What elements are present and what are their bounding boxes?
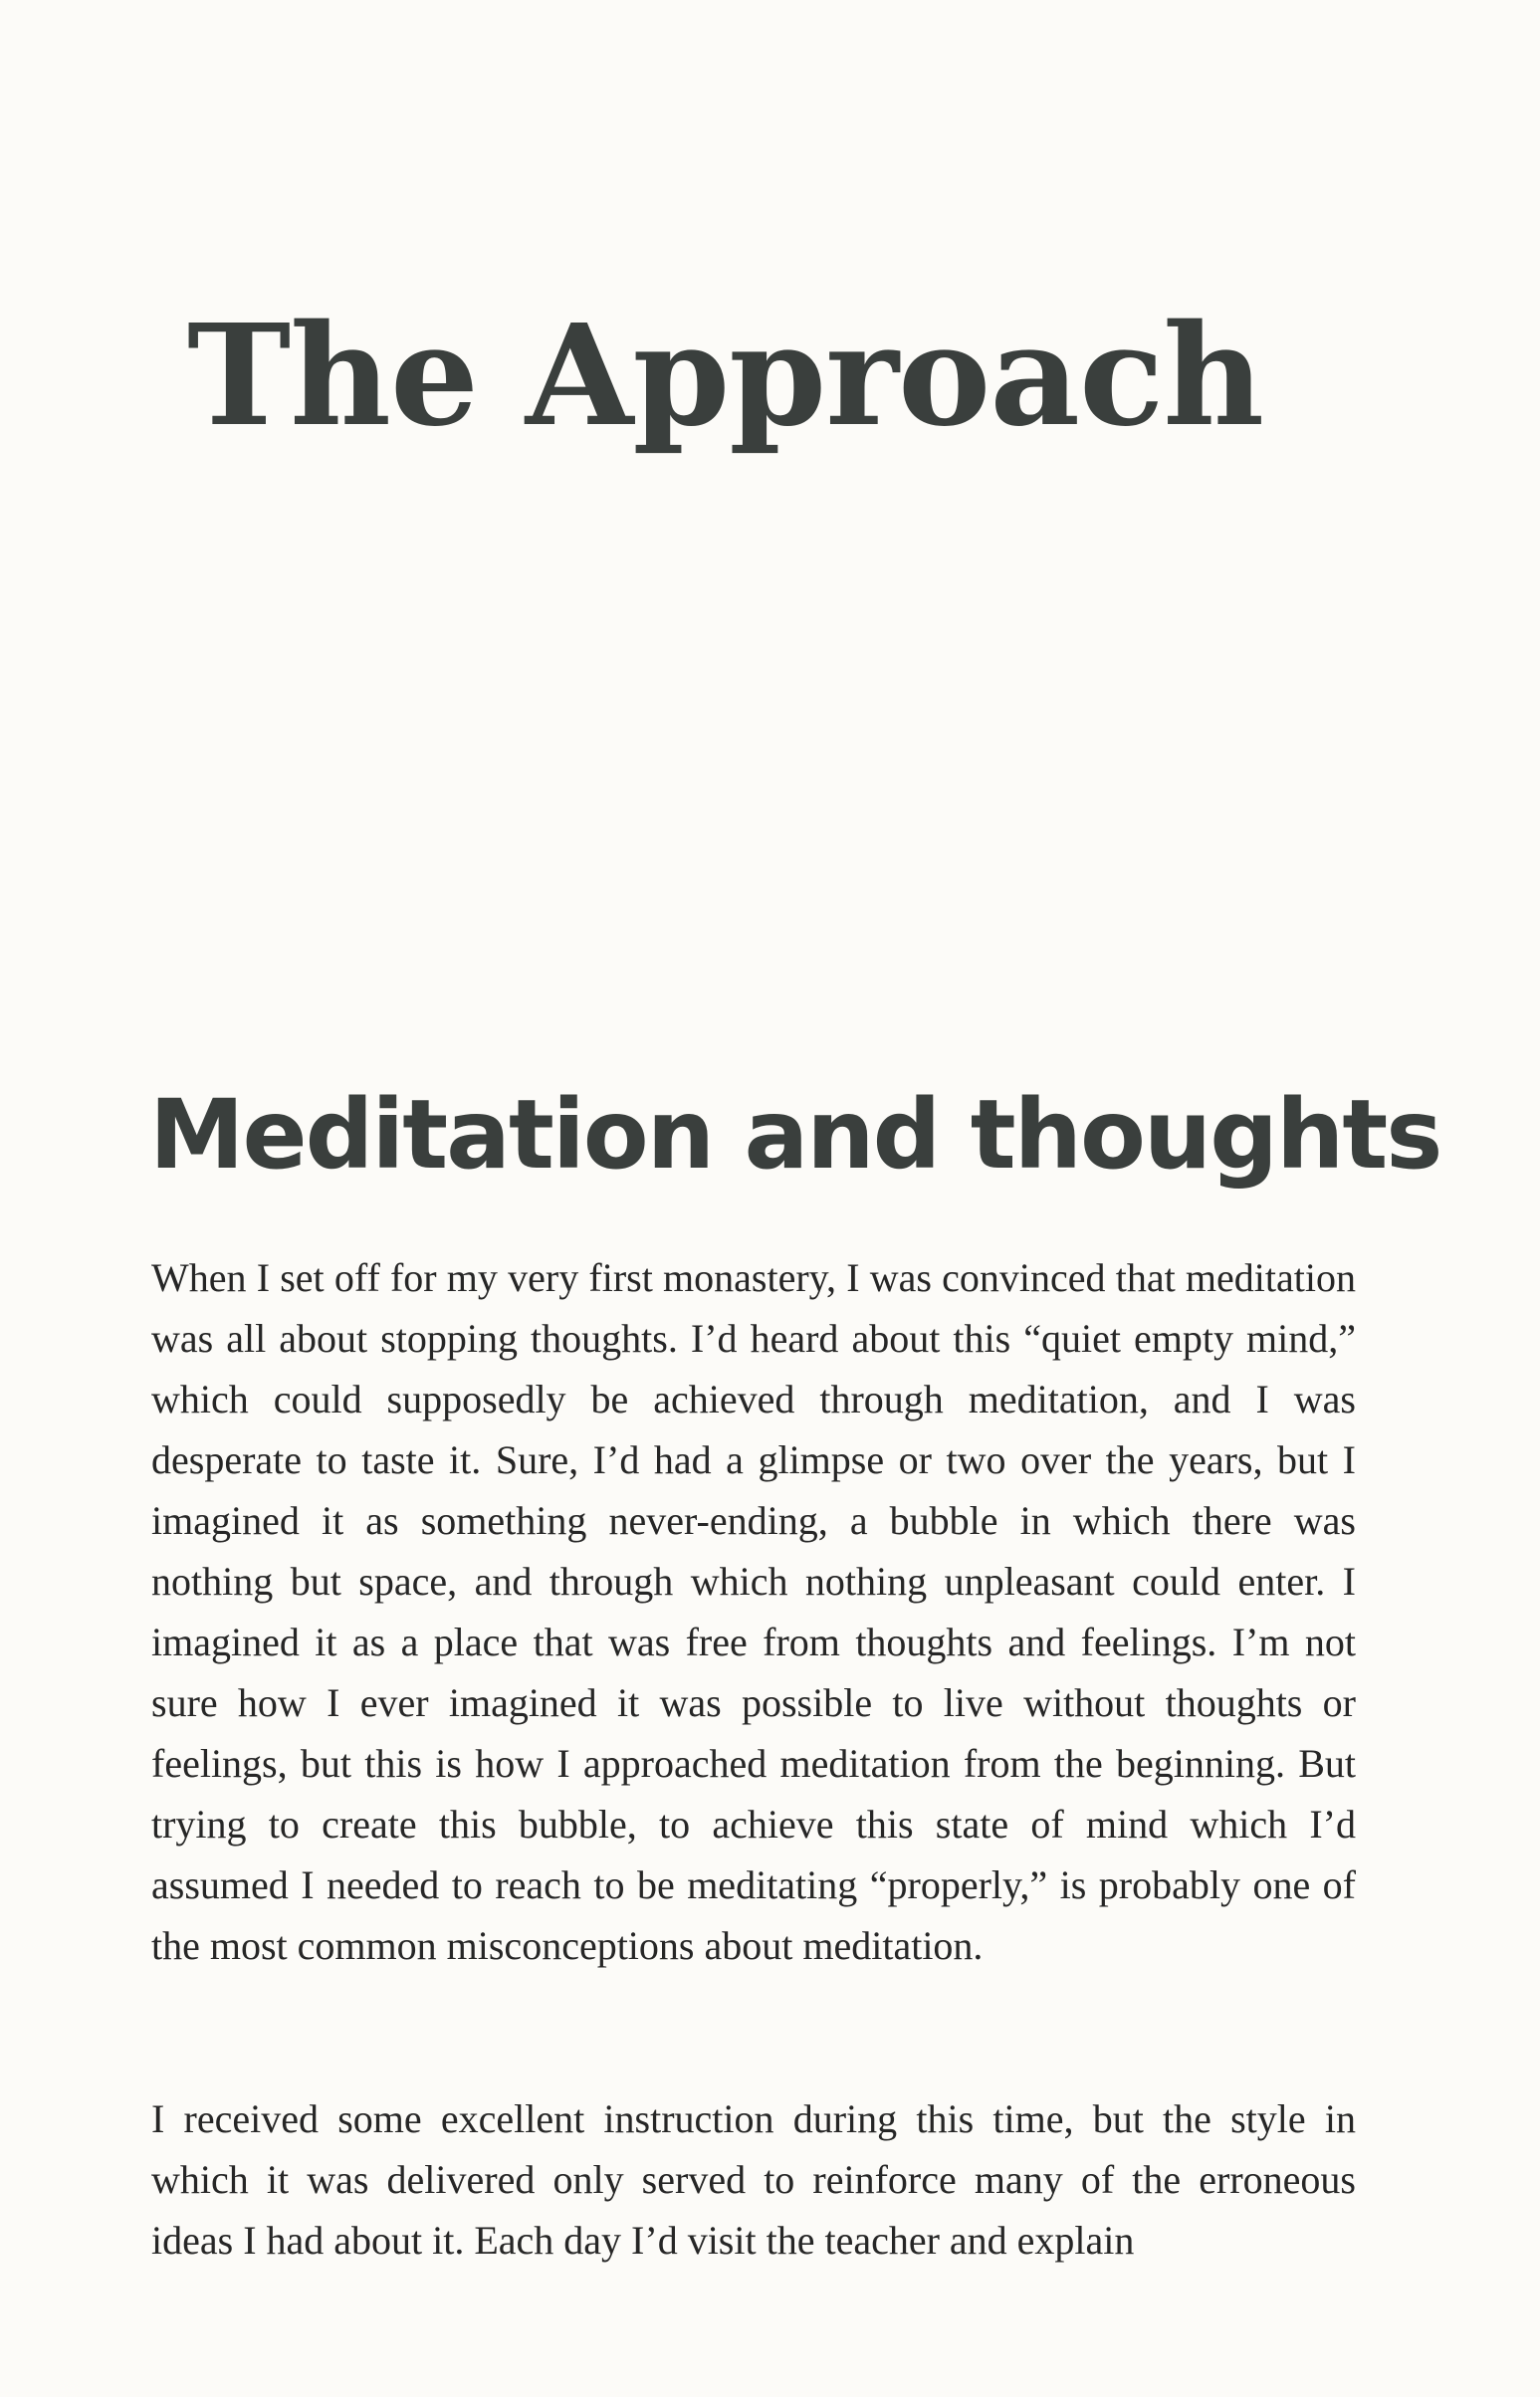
body-paragraph-2: I received some excellent instruction during this time, but the style in which it was delivered only served to reinforce many of the erroneous ideas I had about it. Each day I’d visit the teacher and explain [151,2096,1356,2263]
body-paragraph-1: When I set off for my very first monastery, I was convinced that meditation was all about stopping thoughts. I’d heard about this “quiet empty mind,” which could supposedly be achieved through meditation, and I was desperate to taste it. Sure, I’d had a glimpse or two over the years, but I imagined it as something never-ending, a bubble in which there was nothing but space, and through which nothing unpleasant could enter. I imagined it as a place that was free from thoughts and feelings. I’m not sure how I ever imagined it was possible to live without thoughts or feelings, but this is how I approached meditation from the beginning. But trying to create this bubble, to achieve this state of mind which I’d assumed I needed to reach to be meditating “properly,” is probably one of the most common misconceptions about meditation. [151,1255,1356,1968]
section-title: Meditation and thoughts [149,1079,1441,1191]
chapter-title: The Approach [187,295,1264,458]
